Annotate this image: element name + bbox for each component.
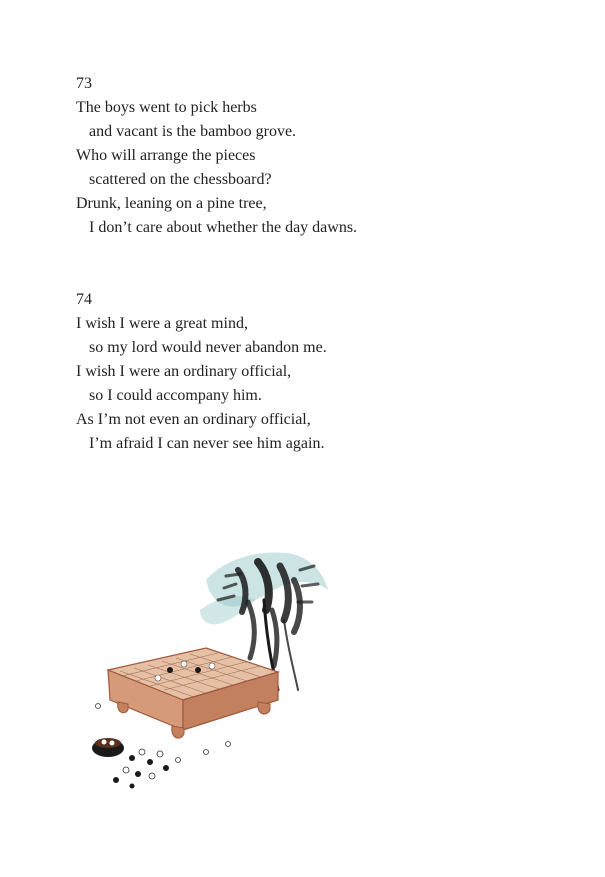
poem-number: 74 <box>76 291 92 308</box>
poem-line: so I could accompany him. <box>89 387 262 404</box>
poem-line: scattered on the chessboard? <box>89 171 272 188</box>
stone-bowl <box>92 738 124 757</box>
poem-line: and vacant is the bamboo grove. <box>89 123 297 140</box>
poem-line: so my lord would never abandon me. <box>89 339 327 356</box>
poem-line: The boys went to pick herbs <box>76 99 257 116</box>
poem-line: I wish I were a great mind, <box>76 315 248 332</box>
poem-74 <box>76 288 576 456</box>
poem-line: Who will arrange the pieces <box>76 147 256 164</box>
go-board-illustration <box>88 540 338 795</box>
poem-line: Drunk, leaning on a pine tree, <box>76 195 267 212</box>
poem-line: As I’m not even an ordinary official, <box>76 411 311 428</box>
poem-line: I wish I were an ordinary official, <box>76 363 292 380</box>
poem-line: I’m afraid I can never see him again. <box>89 435 325 452</box>
go-board <box>108 648 278 738</box>
poem-line: I don’t care about whether the day dawns. <box>89 219 358 236</box>
poem-number: 73 <box>76 75 92 92</box>
poem-73 <box>76 72 576 240</box>
